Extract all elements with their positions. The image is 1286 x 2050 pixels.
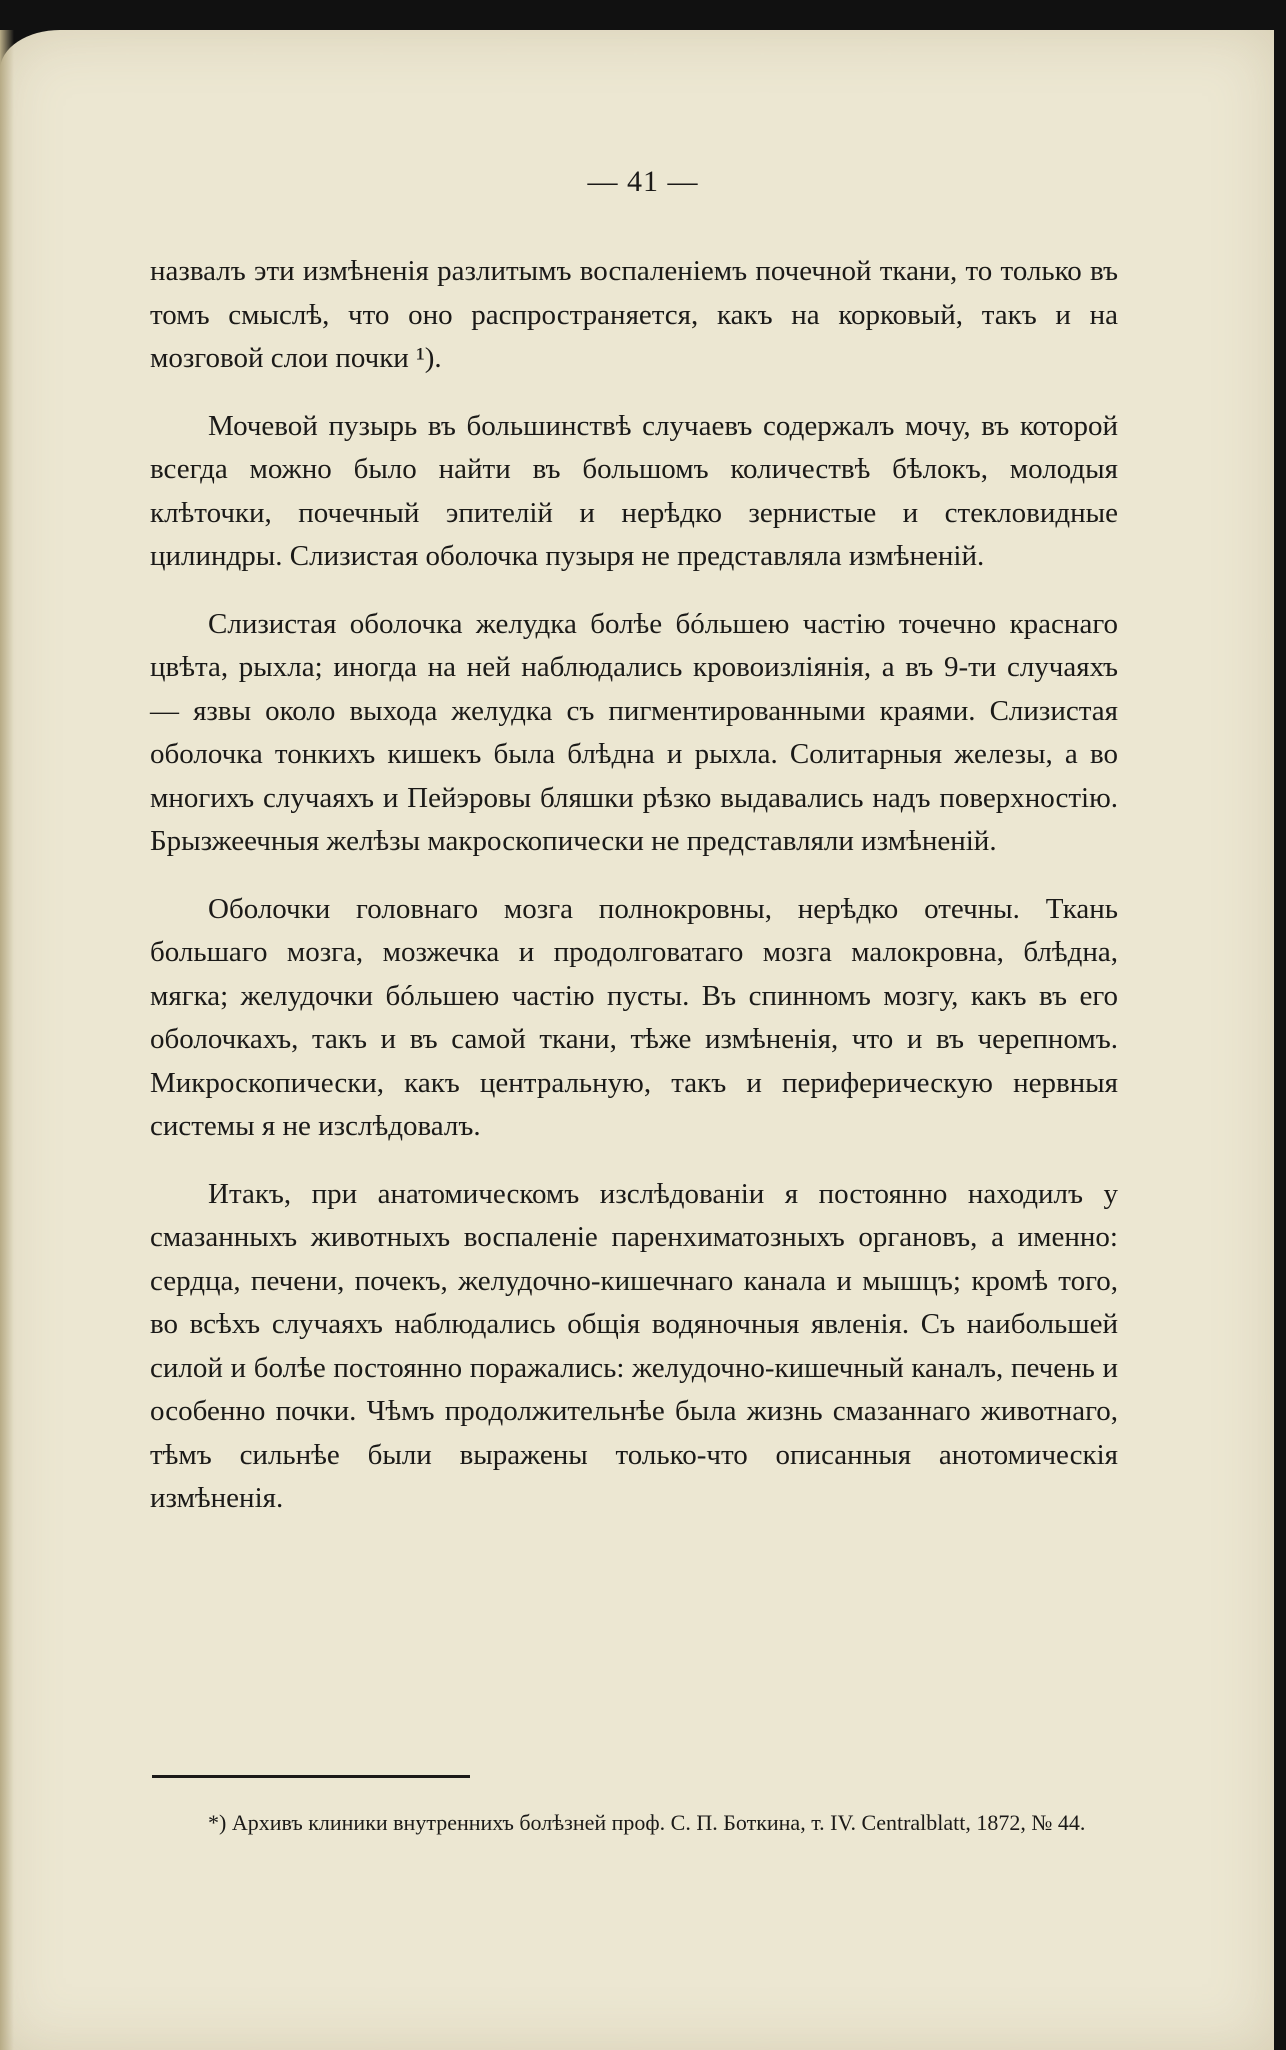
footnote-divider — [152, 1775, 470, 1778]
page-edge-shadow — [0, 30, 14, 2050]
paragraph: Оболочки головнаго мозга полнокровны, нерѣдко отечны. Ткань большаго мозга, мозжечка и продолговатаго мозга малокровна, блѣдна, мягка; желудочки бóльшею частію пусты. Въ спинномъ мозгу, какъ въ его оболочкахъ, такъ и въ самой ткани, тѣже измѣненія, что и въ черепномъ. Микроскопически, какъ центральную, такъ и периферическую нервныя системы я не изслѣдовалъ. — [150, 892, 1118, 1142]
page-number: — 41 — — [587, 165, 699, 198]
paragraph: назвалъ эти измѣненія разлитымъ воспаленіемъ почечной ткани, то только въ томъ смыслѣ, что оно распространяется, какъ на корковый, такъ и на мозговой слои почки ¹). — [150, 255, 1118, 374]
paragraph: Итакъ, при анатомическомъ изслѣдованіи я постоянно находилъ у смазанныхъ животныхъ воспаленіе паренхиматозныхъ органовъ, а именно: сердца, печени, почекъ, желудочно-кишечнаго канала и мышцъ; кромѣ того, во всѣхъ случаяхъ наблюдались общія водяночныя явленія. Съ наибольшей силой и болѣе постоянно поражались: желудочно-кишечный каналъ, печень и особенно почки. Чѣмъ продолжительнѣе была жизнь смазаннаго животнаго, тѣмъ сильнѣе были выражены только-что описанныя анотомическія измѣненія. — [150, 1177, 1118, 1514]
paragraph: Мочевой пузырь въ большинствѣ случаевъ содержалъ мочу, въ которой всегда можно было найти въ большомъ количествѣ бѣлокъ, молодыя клѣточки, почечный эпителій и нерѣдко зернистые и стекловидные цилиндры. Слизистая оболочка пузыря не представляла измѣненій. — [150, 409, 1118, 572]
footnote: *) Архивъ клиники внутреннихъ болѣзней проф. С. П. Боткина, т. IV. Centralblatt, 1872, № 44. — [208, 1810, 1086, 1835]
paragraph: Слизистая оболочка желудка болѣе бóльшею частію точечно краснаго цвѣта, рыхла; иногда на ней наблюдались кровоизліянія, а въ 9-ти случаяхъ — язвы около выхода желудка съ пигментированными краями. Слизистая оболочка тонкихъ кишекъ была блѣдна и рыхла. Солитарныя железы, а во многихъ случаяхъ и Пейэровы бляшки рѣзко выдавались надъ поверхностію. Брызжеечныя желѣзы макроскопически не представляли измѣненій. — [150, 607, 1118, 857]
body-text — [150, 250, 1118, 1545]
